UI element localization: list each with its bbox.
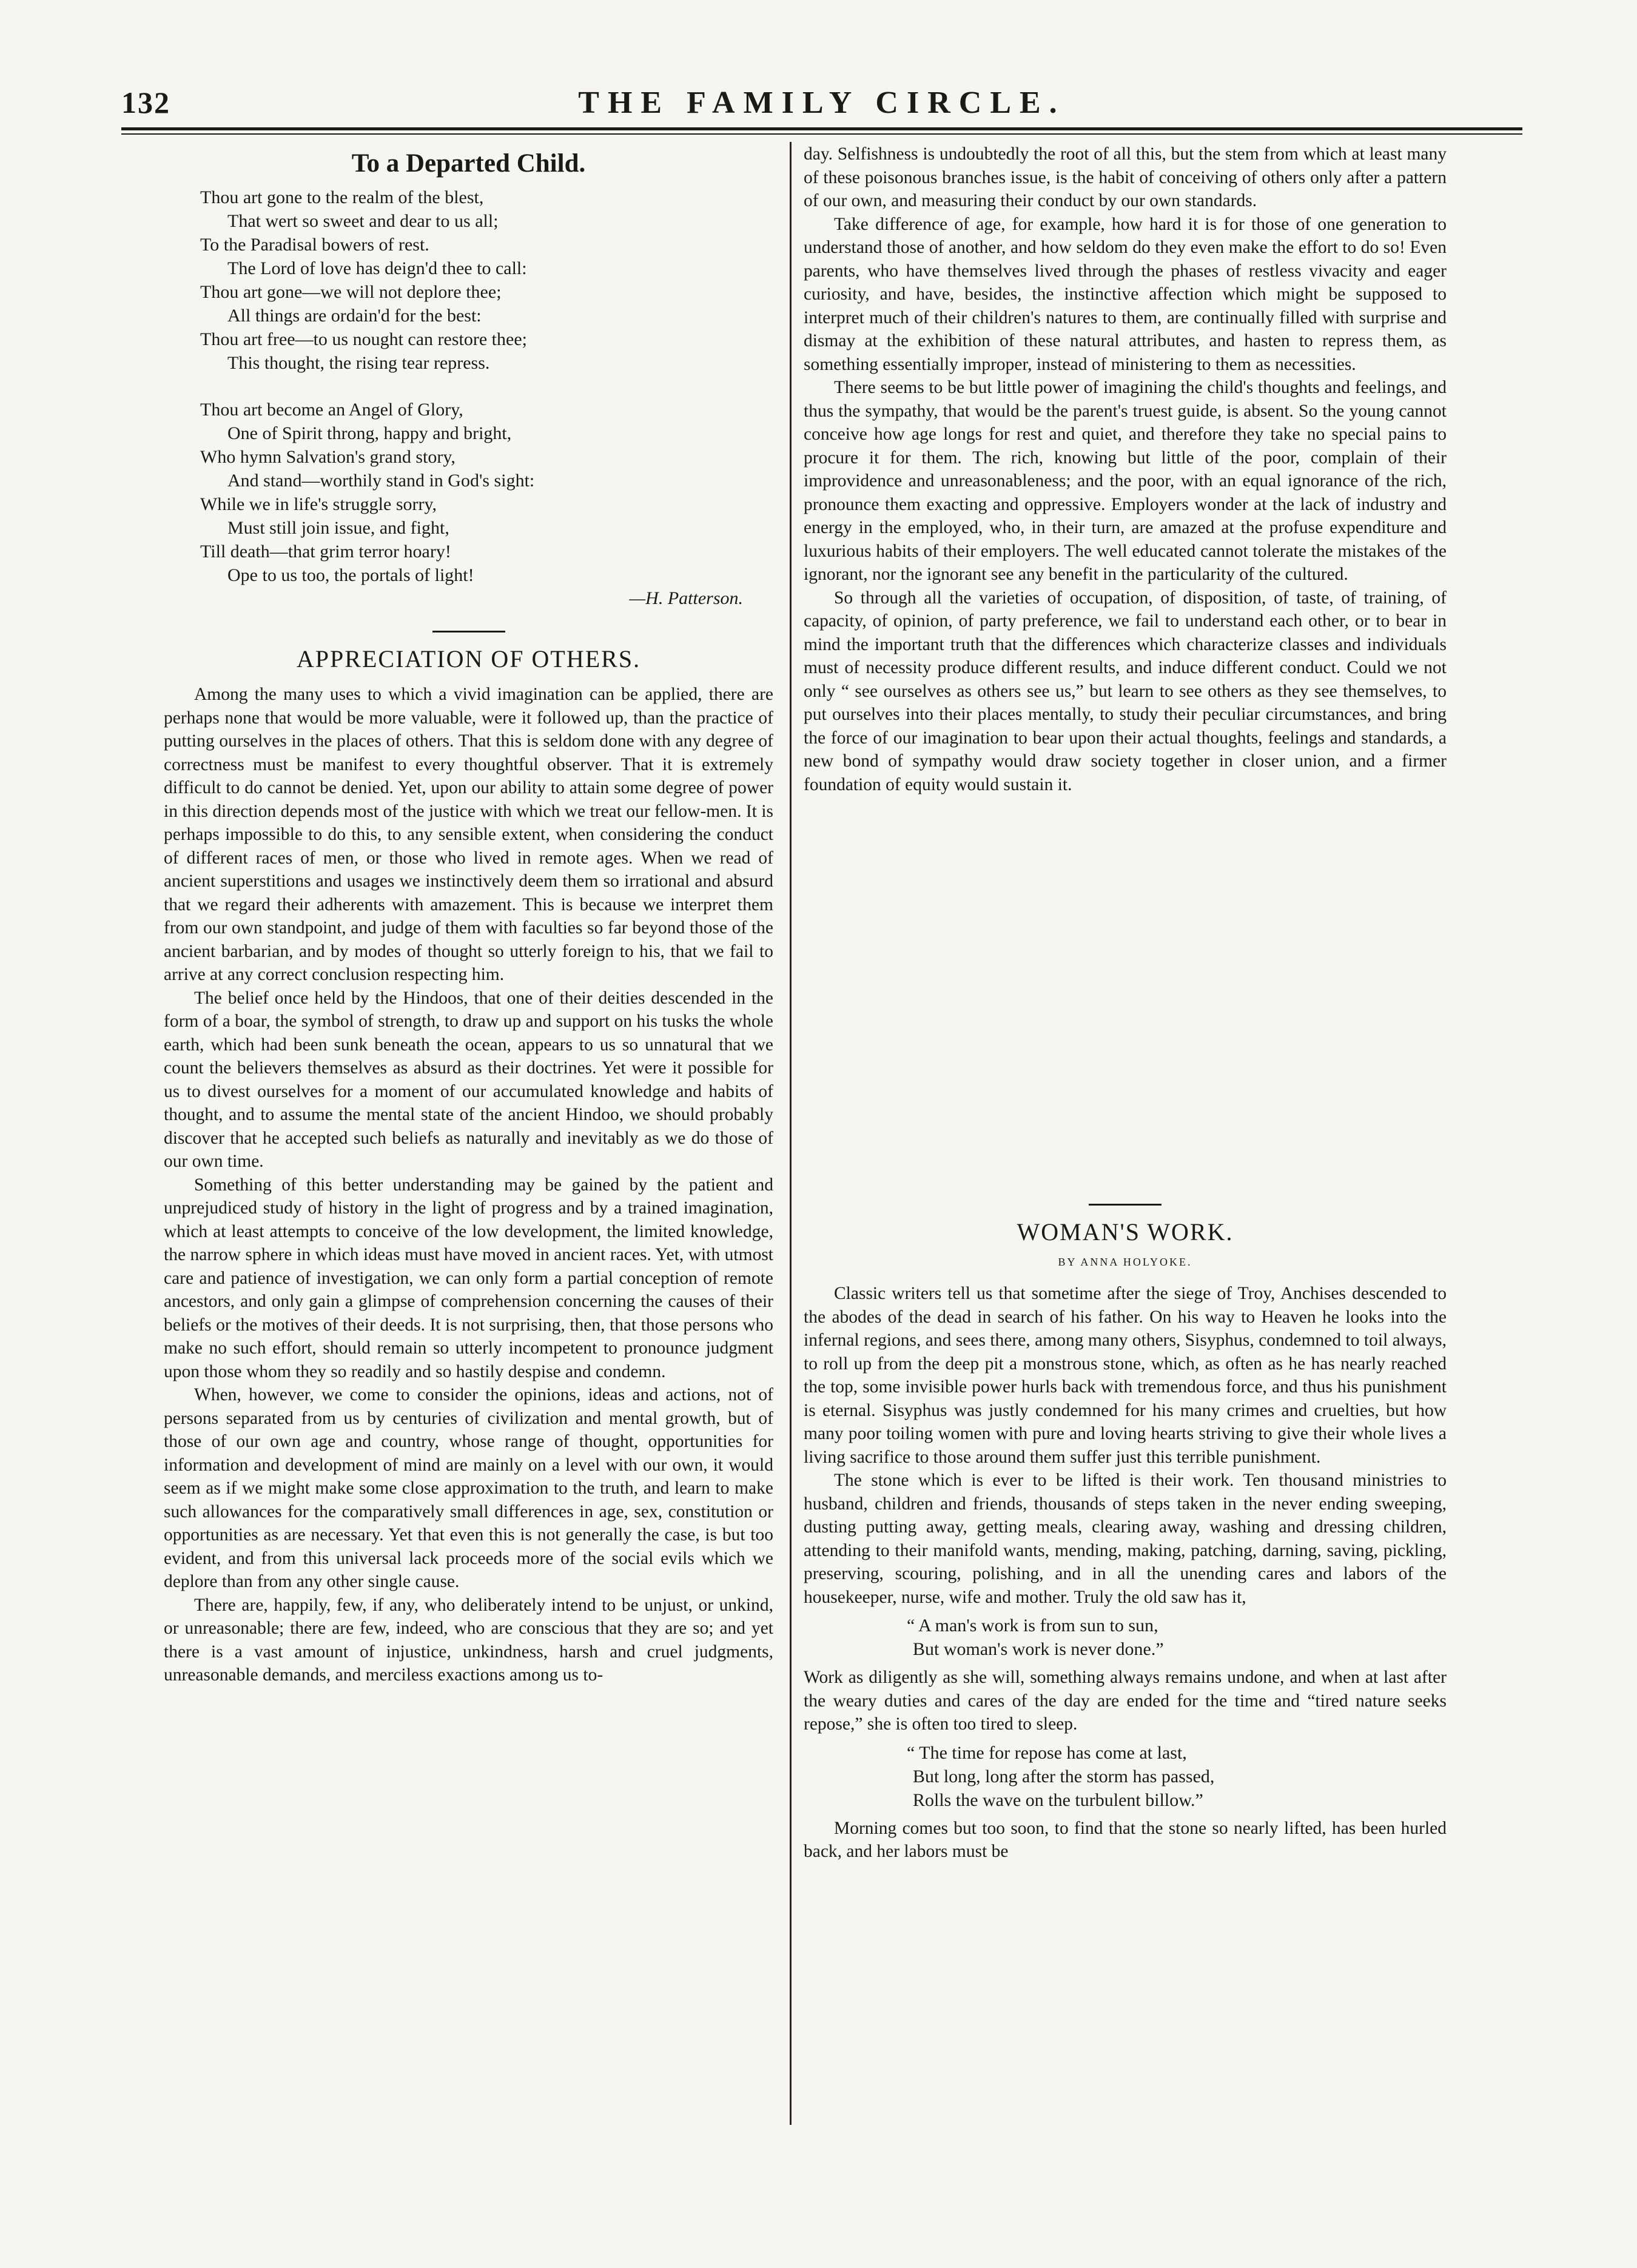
poem-line: That wert so sweet and dear to us all; [227,211,499,231]
poem-line: Thou art become an Angel of Glory, [200,400,463,420]
poem-line: Thou art gone to the realm of the blest, [200,187,484,207]
article-title-appreciation: APPRECIATION OF OTHERS. [296,645,641,673]
quote-line: But woman's work is never done.” [913,1639,1164,1659]
article-paragraph: Take difference of age, for example, how hard it is for those of one generation to understand those of another, and how seldom do they even make the effort to do so! Even parents, who have themselves lived through the phases of restless vivacity and eager curiosity, and have, besides, the instinctive affection which might be supposed to interpret much of their children's natures to them, are continually filled with surprise and dismay at the exhibition of these natural attributes, and hasten to repress them, as something essentially improper, instead of ministering to them as necessities. [804,214,1447,374]
poem-line: This thought, the rising tear repress. [227,353,490,373]
column-divider [790,142,792,2125]
poem-line: The Lord of love has deign'd thee to call: [227,258,527,278]
article-paragraph: Work as diligently as she will, something always remains undone, and when at last after the weary duties and cares of the day are ended for the time and “tired nature seeks repose,” she is often too tired to sleep. [804,1668,1447,1734]
poem-line: All things are ordain'd for the best: [227,306,482,326]
poem-line: Who hymn Salvation's grand story, [200,447,455,467]
article-paragraph: day. Selfishness is undoubtedly the root of all this, but the stem from which at least many of these poisonous branches issue, is the habit of conceiving of others only after a pattern of our own, and measuring their conduct by our own standards. [804,144,1447,210]
article-paragraph: There seems to be but little power of imagining the child's thoughts and feelings, and thus the sympathy, that would be the parent's truest guide, is absent. So the young cannot conceive how age longs for rest and quiet, and therefore they take no special pains to procure it for them. The rich, knowing but little of the poor, complain of their improvidence and unreasonableness; and the poor, with an equal ignorance of the rich, pronounce them exacting and oppressive. Employers wonder at the lack of industry and energy in the employed, who, in their turn, are amazed at the profuse expenditure and luxurious habits of their employers. The well educated cannot tolerate the mistakes of the ignorant, nor the ignorant see any benefit in the particularity of the cultured. [804,378,1447,584]
poem-stanza-2 [164,398,773,587]
poem-attribution: —H. Patterson. [629,588,743,608]
poem-line: To the Paradisal bowers of rest. [200,235,429,255]
article-paragraph: So through all the varieties of occupation, of disposition, of taste, of training, of capacity, of opinion, of party preference, we fail to understand each other, or to bear in mind the important truth that the differences which characterize classes and individuals must of necessity produce different results, and induce different conduct. Could we not only “ see ourselves as others see us,” but learn to see others as they see themselves, to put ourselves into their places mentally, to study their peculiar circumstances, and bring the force of our imagination to bear upon their actual thoughts, feelings and standards, a new bond of sympathy would draw society together in closer union, and a firmer foundation of equity would sustain it. [804,588,1447,794]
publication-title: THE FAMILY CIRCLE. [578,86,1066,120]
poem-line: One of Spirit throng, happy and bright, [227,423,512,443]
right-column-lower [804,1204,1447,1864]
article-paragraph: Something of this better understanding may be gained by the patient and unprejudiced study of history in the light of progress and by a trained imagination, which at least attempts to conceive of the low development, the limited knowledge, the narrow sphere in which ideas must have moved in ancient races. Yet, with utmost care and patience of investigation, we can only form a partial conception of remote ancestors, and only gain a glimpse of comprehension concerning the causes of their beliefs or the motives of their deeds. It is not surprising, then, that those persons who make no such effort, should remain so utterly incompetent to pronounce judgment upon those whom they so readily and so hastily despise and condemn. [164,1175,773,1381]
section-separator [1089,1204,1161,1206]
section-separator [432,631,505,632]
quote-line: Rolls the wave on the turbulent billow.” [913,1790,1203,1810]
poem-line: Thou art gone—we will not deplore thee; [200,282,502,302]
article-paragraph: The belief once held by the Hindoos, that one of their deities descended in the form of a boar, the symbol of strength, to draw up and support on his tusks the whole earth, which had been sunk beneath the ocean, appears to us so unnatural that we count the believers themselves as absurd as their doctrines. Yet were it possible for us to divest ourselves for a moment of our accumulated knowledge and habits of thought, and to assume the mental state of the ancient Hindoo, we should probably discover that he accepted such beliefs as naturally and inevitably as we do those of our own time. [164,988,773,1171]
quote-line: “ The time for repose has come at last, [907,1742,1187,1763]
article-paragraph: Morning comes but too soon, to find that the stone so nearly lifted, has been hurled back, and her labors must be [804,1818,1447,1861]
article-title-womans-work: WOMAN'S WORK. [1017,1218,1234,1246]
poem-line: Till death—that grim terror hoary! [200,542,451,562]
quote-block [907,1741,1447,1812]
quote-line: But long, long after the storm has passed, [913,1766,1215,1787]
page-number: 132 [121,86,170,119]
quote-line: “ A man's work is from sun to sun, [907,1615,1158,1636]
page-header [121,85,1522,121]
article-paragraph: Among the many uses to which a vivid imagination can be applied, there are perhaps none that would be more valuable, were it followed up, than the practice of putting ourselves in the places of others. That this is seldom done with any degree of correctness must be manifest to every thoughtful observer. That it is extremely difficult to do cannot be denied. Yet, upon our ability to attain some degree of power in this direction depends most of the justice with which we treat our fellow-men. It is perhaps impossible to do this, to any sensible extent, when considering the conduct of different races of men, or those who lived in remote ages. When we read of ancient superstitions and usages we instinctively deem them so irrational and absurd that we regard their adherents with amazement. This is because we interpret them from our own standpoint, and judge of them with faculties so far beyond those of the ancient barbarian, and by modes of thought so utterly foreign to his, that we fail to arrive at any correct conclusion respecting him. [164,685,773,984]
poem-title: To a Departed Child. [351,149,586,178]
poem-line: Ope to us too, the portals of light! [227,565,474,585]
header-rule-thin [121,133,1522,135]
header-rule-thick [121,127,1522,130]
quote-block [907,1614,1447,1661]
article-paragraph: There are, happily, few, if any, who deliberately intend to be unjust, or unkind, or unreasonable; there are few, indeed, who are conscious that they are so; and yet there is a vast amount of injustice, unkindness, harsh and cruel judgments, unreasonable demands, and merciless exactions among us to- [164,1595,773,1685]
article-paragraph: Classic writers tell us that sometime after the siege of Troy, Anchises descended to the abodes of the dead in search of his father. On his way to Heaven he looks into the infernal regions, and sees there, among many others, Sisyphus, condemned to toil always, to roll up from the deep pit a monstrous stone, which, as often as he has nearly reached the top, some invisible power hurls back with tremendous force, and thus his punishment is eternal. Sisyphus was justly condemned for his many crimes and cruelties, but how many poor toiling women with pure and loving hearts striving to give their whole lives a living sacrifice to those around them suffer just this terrible punishment. [804,1284,1447,1467]
poem-line: Thou art free—to us nought can restore thee; [200,329,527,349]
poem-stanza-1 [164,186,773,375]
poem-line: And stand—worthily stand in God's sight: [227,471,535,491]
article-paragraph: The stone which is ever to be lifted is their work. Ten thousand ministries to husband, children and friends, thousands of steps taken in the never ending sweeping, dusting putting away, getting meals, clearing away, washing and dressing children, attending to their manifold wants, mending, making, patching, darning, saving, pickling, preserving, scouring, polishing, and in all the unending cares and labors of the housekeeper, nurse, wife and mother. Truly the old saw has it, [804,1471,1447,1607]
article-byline: BY ANNA HOLYOKE. [1058,1256,1192,1268]
right-column-upper [804,143,1447,796]
left-column [164,143,773,1687]
poem-line: While we in life's struggle sorry, [200,494,437,514]
article-paragraph: When, however, we come to consider the opinions, ideas and actions, not of persons separated from us by centuries of civilization and mental growth, but of those of our own age and country, whose range of thought, opportunities for information and development of mind are mainly on a level with our own, it would seem as if we might make some close approximation to the truth, and learn to make such allowances for the comparatively small differences in age, sex, constitution or opportunities as are necessary. Yet that even this is not generally the case, is but too evident, and from this universal lack proceeds more of the social evils which we deplore than from any other single cause. [164,1385,773,1591]
poem-line: Must still join issue, and fight, [227,518,449,538]
